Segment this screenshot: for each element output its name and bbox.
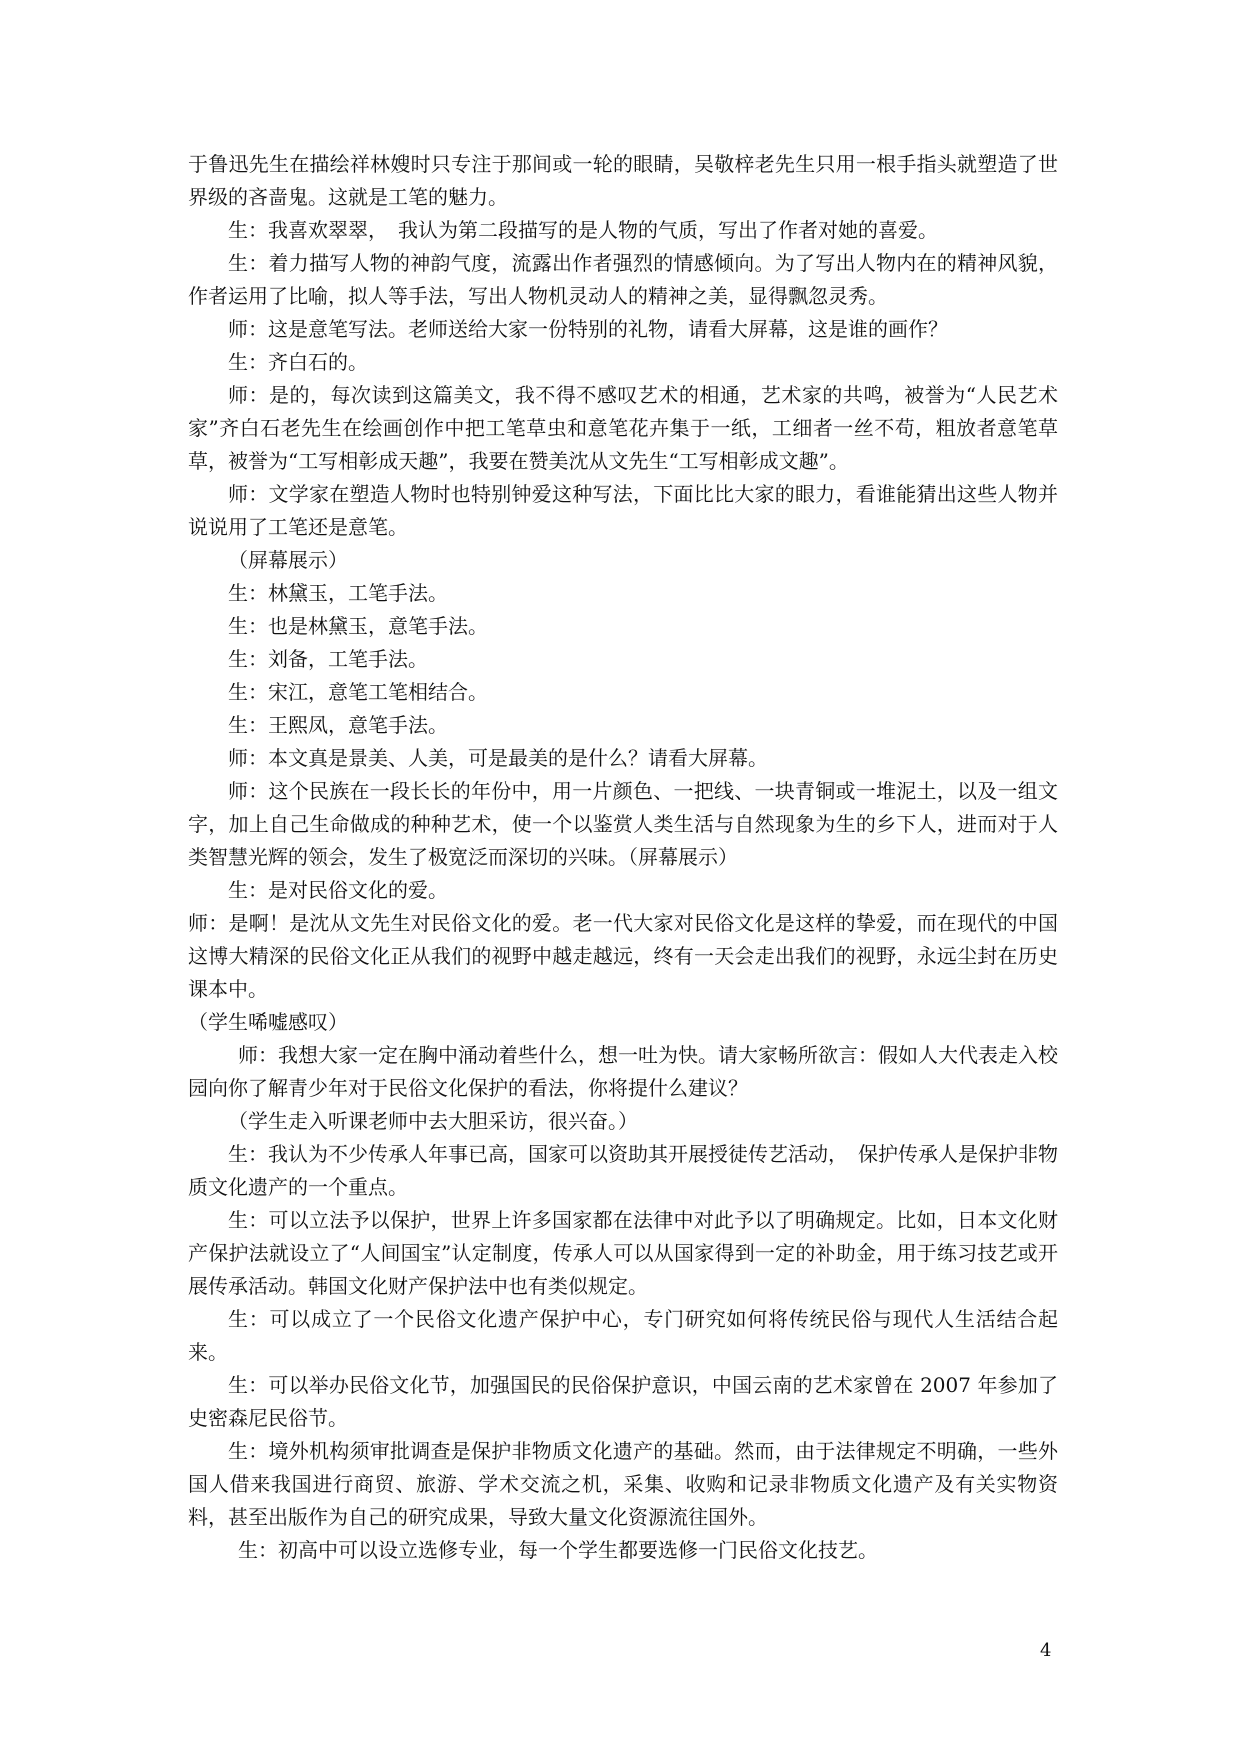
paragraph-7: 师：文学家在塑造人物时也特别钟爱这种写法，下面比比大家的眼力，看谁能猜出这些人物并说说用了工笔还是意笔。 bbox=[188, 482, 1058, 539]
paragraph-19: 师：我想大家一定在胸中涌动着些什么，想一吐为快。请大家畅所欲言：假如人大代表走入校园向你了解青少年对于民俗文化保护的看法，你将提什么建议？ bbox=[188, 1043, 1058, 1100]
paragraph-12: 生：宋江，意笔工笔相结合。 bbox=[228, 680, 488, 704]
paragraph-13: 生：王熙凤，意笔手法。 bbox=[228, 713, 448, 737]
paragraph-3: 生：着力描写人物的神韵气度，流露出作者强烈的情感倾向。为了写出人物内在的精神风貌，作者运用了比喻，拟人等手法，写出人物机灵动人的精神之美，显得飘忽灵秀。 bbox=[188, 251, 1058, 308]
paragraph-16: 生：是对民俗文化的爱。 bbox=[228, 878, 448, 902]
paragraph-20: （学生走入听课老师中去大胆采访，很兴奋。） bbox=[228, 1109, 638, 1133]
paragraph-18: （学生唏嘘感叹） bbox=[188, 1010, 348, 1034]
paragraph-14: 师：本文真是景美、人美，可是最美的是什么？请看大屏幕。 bbox=[228, 746, 768, 770]
paragraph-9: 生：林黛玉，工笔手法。 bbox=[228, 581, 448, 605]
paragraph-17: 师：是啊！是沈从文先生对民俗文化的爱。老一代大家对民俗文化是这样的挚爱，而在现代的中国这博大精深的民俗文化正从我们的视野中越走越远，终有一天会走出我们的视野，永远尘封在历史课本中。 bbox=[188, 911, 1058, 1001]
paragraph-1: 于鲁迅先生在描绘祥林嫂时只专注于那间或一轮的眼睛，吴敬梓老先生只用一根手指头就塑造了世界级的吝啬鬼。这就是工笔的魅力。 bbox=[188, 152, 1058, 209]
paragraph-21: 生：我认为不少传承人年事已高，国家可以资助其开展授徒传艺活动， 保护传承人是保护非物质文化遗产的一个重点。 bbox=[188, 1142, 1058, 1199]
paragraph-24: 生：可以举办民俗文化节，加强国民的民俗保护意识，中国云南的艺术家曾在 2007 年参加了史密森尼民俗节。 bbox=[188, 1373, 1058, 1430]
paragraph-4: 师：这是意笔写法。老师送给大家一份特别的礼物，请看大屏幕，这是谁的画作？ bbox=[228, 317, 948, 341]
paragraph-26: 生：初高中可以设立选修专业，每一个学生都要选修一门民俗文化技艺。 bbox=[238, 1538, 878, 1562]
paragraph-11: 生：刘备，工笔手法。 bbox=[228, 647, 428, 671]
paragraph-8: （屏幕展示） bbox=[228, 548, 348, 572]
paragraph-23: 生：可以成立了一个民俗文化遗产保护中心，专门研究如何将传统民俗与现代人生活结合起来。 bbox=[188, 1307, 1058, 1364]
paragraph-15: 师：这个民族在一段长长的年份中，用一片颜色、一把线、一块青铜或一堆泥土，以及一组文字，加上自己生命做成的种种艺术，使一个以鉴赏人类生活与自然现象为生的乡下人，进而对于人类智慧光辉的领会，发生了极宽泛而深切的兴味。（屏幕展示） bbox=[188, 779, 1058, 869]
paragraph-22: 生：可以立法予以保护，世界上许多国家都在法律中对此予以了明确规定。比如，日本文化财产保护法就设立了“人间国宝”认定制度，传承人可以从国家得到一定的补助金，用于练习技艺或开展传承活动。韩国文化财产保护法中也有类似规定。 bbox=[188, 1208, 1058, 1298]
paragraph-6: 师：是的，每次读到这篇美文，我不得不感叹艺术的相通，艺术家的共鸣，被誉为“人民艺术家”齐白石老先生在绘画创作中把工笔草虫和意笔花卉集于一纸，工细者一丝不苟，粗放者意笔草草，被誉为“工写相彰成天趣”，我要在赞美沈从文先生“工写相彰成文趣”。 bbox=[188, 383, 1058, 473]
document-body bbox=[188, 148, 1058, 1567]
paragraph-25: 生：境外机构须审批调查是保护非物质文化遗产的基础。然而，由于法律规定不明确，一些外国人借来我国进行商贸、旅游、学术交流之机，采集、收购和记录非物质文化遗产及有关实物资料，甚至出版作为自己的研究成果，导致大量文化资源流往国外。 bbox=[188, 1439, 1058, 1529]
paragraph-2: 生：我喜欢翠翠， 我认为第二段描写的是人物的气质，写出了作者对她的喜爱。 bbox=[228, 218, 938, 242]
paragraph-10: 生：也是林黛玉，意笔手法。 bbox=[228, 614, 488, 638]
page-number: 4 bbox=[1040, 1640, 1052, 1661]
paragraph-5: 生：齐白石的。 bbox=[228, 350, 368, 374]
